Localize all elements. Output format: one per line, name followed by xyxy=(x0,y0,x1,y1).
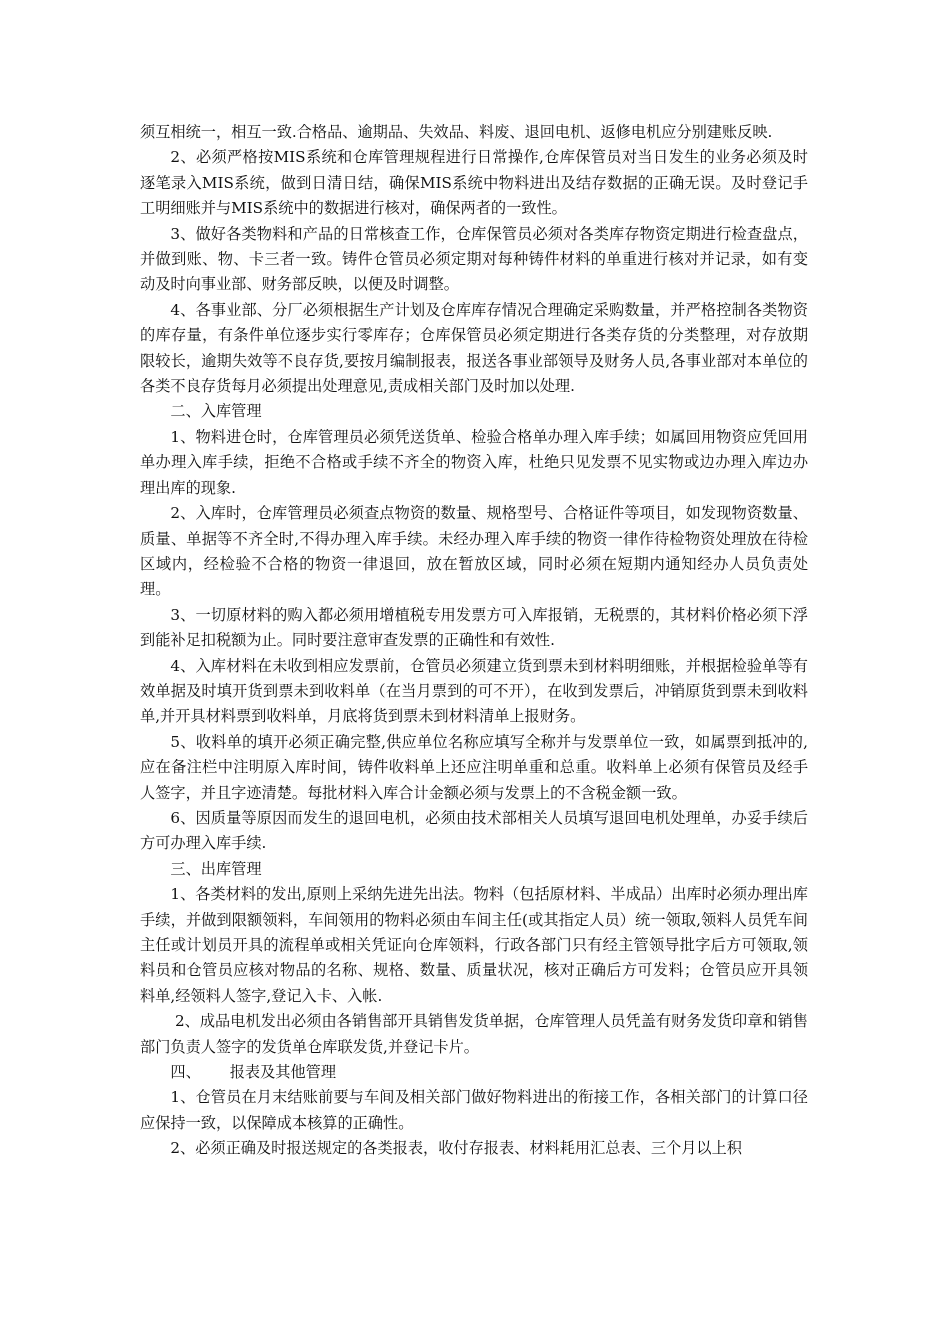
paragraph-inbound-4: 4、入库材料在未收到相应发票前，仓管员必须建立货到票未到材料明细账，并根据检验单等有效单据及时填开货到票未到收料单（在当月票到的可不开），在收到发票后，冲销原货到票未到收料单,并开具材料票到收料单，月底将货到票未到材料清单上报财务。 xyxy=(140,656,808,726)
paragraph-rule-2: 2、必须严格按MIS系统和仓库管理规程进行日常操作,仓库保管员对当日发生的业务必须及时逐笔录入MIS系统，做到日清日结，确保MIS系统中物料进出及结存数据的正确无误。及时登记手工明细账并与MIS系统中的数据进行核对，确保两者的一致性。 xyxy=(140,148,808,218)
section-heading-inbound: 二、入库管理 xyxy=(170,402,262,421)
paragraph-continuation: 须互相统一，相互一致.合格品、逾期品、失效品、料废、退回电机、返修电机应分别建账反映. xyxy=(140,123,773,141)
document-page xyxy=(140,120,808,1162)
paragraph-outbound-1: 1、各类材料的发出,原则上采纳先进先出法。物料（包括原材料、半成品）出库时必须办理出库手续，并做到限额领料，车间领用的物料必须由车间主任(或其指定人员）统一领取,领料人员凭车间主任或计划员开具的流程单或相关凭证向仓库领料，行政各部门只有经主管领导批字后方可领取,领料员和仓管员应核对物品的名称、规格、数量、质量状况，核对正确后方可发料；仓管员应开具领料单,经领料人签字,登记入卡、入帐. xyxy=(140,885,808,1005)
paragraph-inbound-2: 2、入库时，仓库管理员必须查点物资的数量、规格型号、合格证件等项目，如发现物资数量、质量、单据等不齐全时,不得办理入库手续。未经办理入库手续的物资一律作待检物资处理放在待检区域内，经检验不合格的物资一律退回，放在暂放区域，同时必须在短期内通知经办人员负责处理。 xyxy=(140,504,808,599)
paragraph-reports-2: 2、必须正确及时报送规定的各类报表，收付存报表、材料耗用汇总表、三个月以上积 xyxy=(170,1139,742,1158)
paragraph-rule-3: 3、做好各类物料和产品的日常核查工作，仓库保管员必须对各类库存物资定期进行检查盘点，并做到账、物、卡三者一致。铸件仓管员必须定期对每种铸件材料的单重进行核对并记录，如有变动及时向事业部、财务部反映，以便及时调整。 xyxy=(140,224,808,294)
paragraph-outbound-2: 2、成品电机发出必须由各销售部开具销售发货单据，仓库管理人员凭盖有财务发货印章和销售部门负责人签字的发货单仓库联发货,并登记卡片。 xyxy=(140,1012,808,1056)
paragraph-inbound-6: 6、因质量等原因而发生的退回电机，必须由技术部相关人员填写退回电机处理单，办妥手续后方可办理入库手续. xyxy=(140,808,808,853)
paragraph-rule-4: 4、各事业部、分厂必须根据生产计划及仓库库存情况合理确定采购数量，并严格控制各类物资的库存量，有条件单位逐步实行零库存；仓库保管员必须定期进行各类存货的分类整理，对存放期限较长，逾期失效等不良存货,要按月编制报表，报送各事业部领导及财务人员,各事业部对本单位的各类不良存货每月必须提出处理意见,责成相关部门及时加以处理. xyxy=(140,300,808,396)
section-heading-outbound: 三、出库管理 xyxy=(170,859,262,878)
paragraph-inbound-5: 5、收料单的填开必须正确完整,供应单位名称应填写全称并与发票单位一致，如属票到抵冲的,应在备注栏中注明原入库时间，铸件收料单上还应注明单重和总重。收料单上必须有保管员及经手人签字，并且字迹清楚。每批材料入库合计金额必须与发票上的不含税金额一致。 xyxy=(140,732,808,802)
paragraph-inbound-3: 3、一切原材料的购入都必须用增植税专用发票方可入库报销，无税票的，其材料价格必须下浮到能补足扣税额为止。同时要注意审查发票的正确性和有效性. xyxy=(140,605,808,650)
section-heading-reports: 四、 报表及其他管理 xyxy=(170,1063,337,1082)
paragraph-reports-1: 1、仓管员在月末结账前要与车间及相关部门做好物料进出的衔接工作，各相关部门的计算口径应保持一致，以保障成本核算的正确性。 xyxy=(140,1088,808,1132)
paragraph-inbound-1: 1、物料进仓时，仓库管理员必须凭送货单、检验合格单办理入库手续；如属回用物资应凭回用单办理入库手续，拒绝不合格或手续不齐全的物资入库，杜绝只见发票不见实物或边办理入库边办理出库的现象. xyxy=(140,427,808,497)
